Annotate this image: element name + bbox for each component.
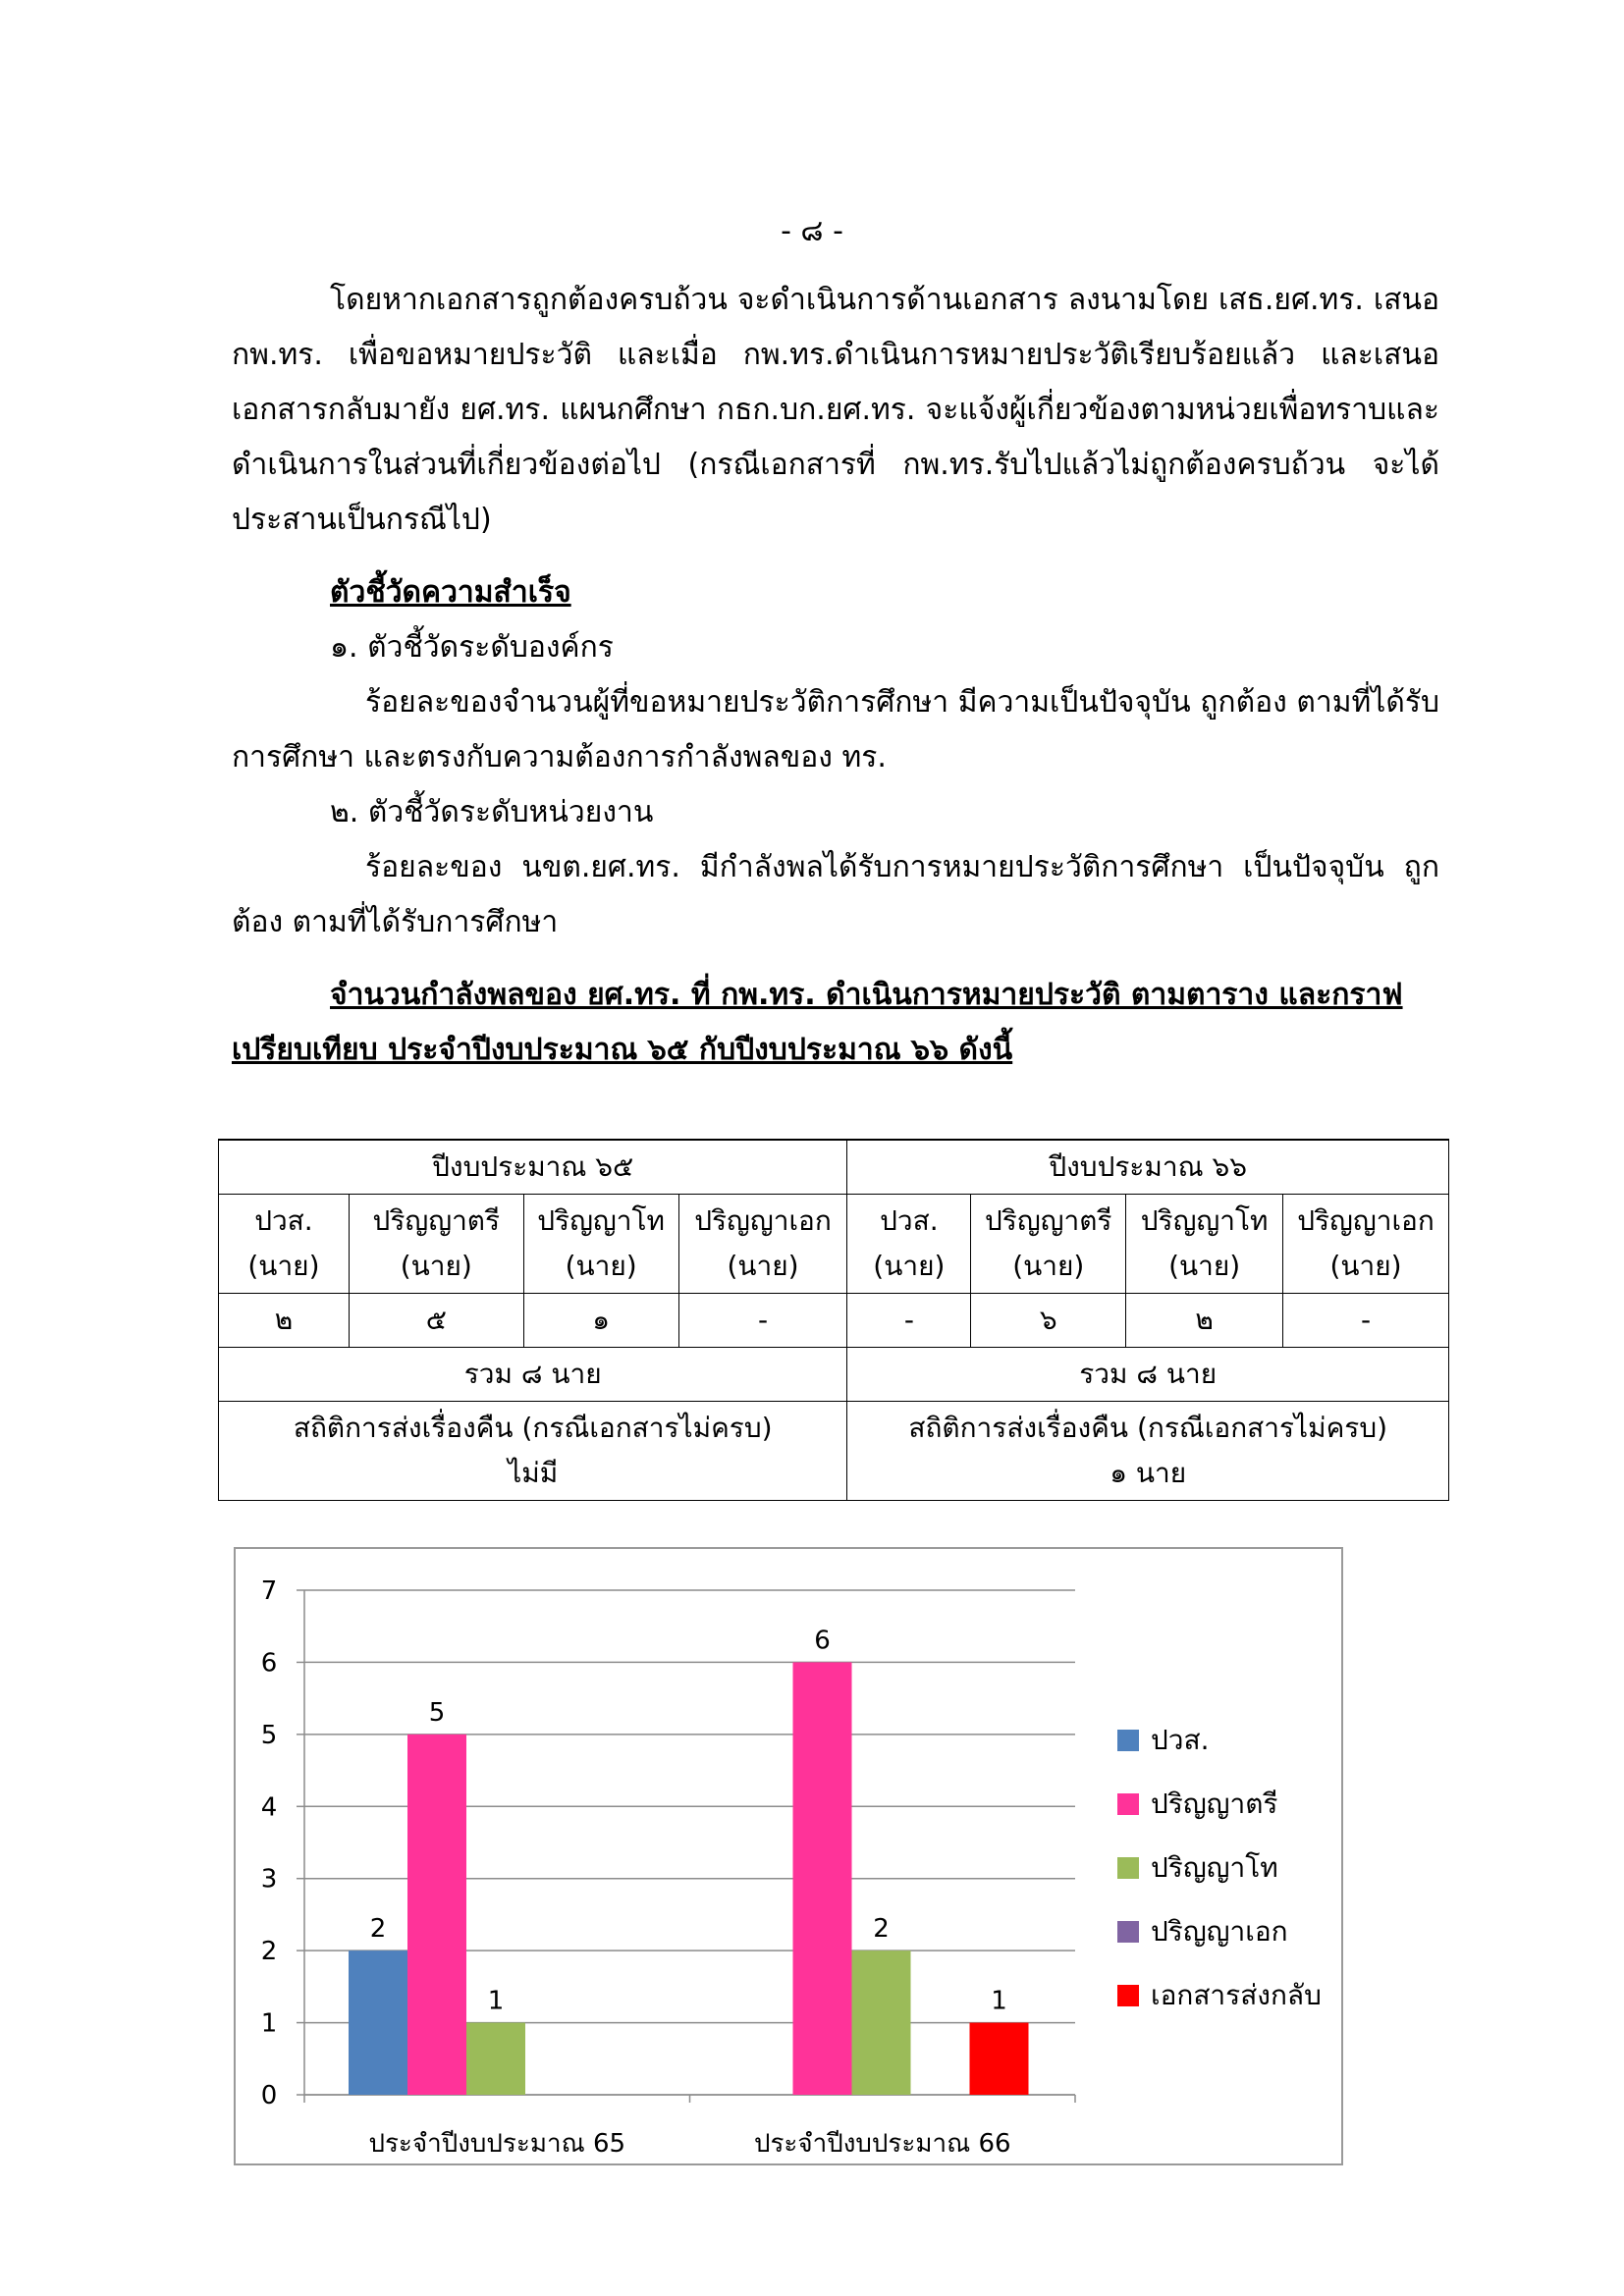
legend-swatch — [1117, 1730, 1139, 1751]
fy65-header: ปีงบประมาณ ๖๕ — [219, 1140, 847, 1195]
count-row — [219, 1294, 1449, 1348]
kpi-2-text: ร้อยละของ นขต.ยศ.ทร. มีกำลังพลได้รับการหมายประวัติการศึกษา เป็นปัจจุบัน ถูกต้อง ตามที่ได้รับการศึกษา — [232, 850, 1439, 939]
legend-item — [1117, 1963, 1322, 2027]
x-category-label: ประจำปีงบประมาณ 65 — [368, 2129, 626, 2159]
table-cell: ๖ — [971, 1294, 1126, 1348]
degree-header-row — [219, 1195, 1449, 1294]
column-header: ปริญญาเอก (นาย) — [678, 1195, 847, 1294]
y-tick-label: 6 — [260, 1648, 278, 1679]
kpi-1-text: ร้อยละของจำนวนผู้ที่ขอหมายประวัติการศึกษา มีความเป็นปัจจุบัน ถูกต้อง ตามที่ได้รับการศึกษา และตรงกับความต้องการกำลังพลของ ทร. — [232, 685, 1439, 774]
table-cell: ๑ — [523, 1294, 678, 1348]
legend-swatch — [1117, 1985, 1139, 2006]
fiscal-year-header-row — [219, 1140, 1449, 1195]
kpi-1-title: ๑. ตัวชี้วัดระดับองค์กร — [330, 630, 614, 665]
column-header: ปริญญาเอก (นาย) — [1283, 1195, 1449, 1294]
y-tick-label: 1 — [260, 2008, 278, 2039]
column-header: ปริญญาโท (นาย) — [523, 1195, 678, 1294]
chart-legend — [1117, 1708, 1322, 2027]
page-number: - ๘ - — [781, 214, 843, 248]
column-header: ปวส. (นาย) — [219, 1195, 350, 1294]
data-label: 6 — [814, 1626, 831, 1656]
table-cell: - — [847, 1294, 971, 1348]
return-stat-row — [219, 1402, 1449, 1501]
bar — [852, 1950, 911, 2095]
legend-swatch — [1117, 1793, 1139, 1815]
statistics-table — [218, 1139, 1449, 1501]
summary-heading: จำนวนกำลังพลของ ยศ.ทร. ที่ กพ.ทร. ดำเนินการหมายประวัติ ตามตาราง และกราฟเปรียบเทียบ ประจำปีงบประมาณ ๖๕ กับปีงบประมาณ ๖๖ ดังนี้ — [232, 978, 1403, 1067]
data-label: 2 — [873, 1914, 890, 1945]
paragraph-procedure: โดยหากเอกสารถูกต้องครบถ้วน จะดำเนินการด้านเอกสาร ลงนามโดย เสธ.ยศ.ทร. เสนอ กพ.ทร. เพื่อขอหมายประวัติ และเมื่อ กพ.ทร.ดำเนินการหมายประวัติเรียบร้อยแล้ว และเสนอเอกสารกลับมายัง ยศ.ทร. แผนกศึกษา กธก.บก.ยศ.ทร. จะแจ้งผู้เกี่ยวข้องตามหน่วยเพื่อทราบและดำเนินการในส่วนที่เกี่ยวข้องต่อไป (กรณีเอกสารที่ กพ.ทร.รับไปแล้วไม่ถูกต้องครบถ้วน จะได้ประสานเป็นกรณีไป) — [232, 283, 1439, 537]
legend-label: ปริญญาเอก — [1151, 1914, 1288, 1948]
column-header: ปริญญาตรี (นาย) — [349, 1195, 523, 1294]
column-header: ปริญญาตรี (นาย) — [971, 1195, 1126, 1294]
y-tick-label: 2 — [260, 1937, 278, 1967]
legend-item — [1117, 1708, 1322, 1772]
data-label: 5 — [428, 1697, 446, 1728]
legend-item — [1117, 1772, 1322, 1836]
bar — [970, 2023, 1029, 2095]
table-cell: - — [678, 1294, 847, 1348]
table-cell: - — [1283, 1294, 1449, 1348]
legend-item — [1117, 1836, 1322, 1899]
legend-label: ปริญญาโท — [1151, 1850, 1278, 1884]
table-cell: ๒ — [219, 1294, 350, 1348]
kpi-heading: ตัวชี้วัดความสำเร็จ — [330, 575, 571, 610]
table-cell: ๕ — [349, 1294, 523, 1348]
kpi-2-title: ๒. ตัวชี้วัดระดับหน่วยงาน — [330, 795, 654, 829]
comparison-bar-chart — [234, 1547, 1343, 2165]
fy66-return-stat: สถิติการส่งเรื่องคืน (กรณีเอกสารไม่ครบ) ๑ นาย — [847, 1402, 1449, 1501]
bar — [407, 1735, 466, 2095]
legend-label: ปริญญาตรี — [1151, 1787, 1278, 1820]
data-label: 1 — [487, 1986, 505, 2016]
legend-item — [1117, 1899, 1322, 1963]
data-label: 1 — [991, 1986, 1007, 2016]
document-body — [232, 273, 1439, 1078]
column-header: ปริญญาโท (นาย) — [1126, 1195, 1283, 1294]
y-tick-label: 0 — [260, 2081, 278, 2110]
fy65-total: รวม ๘ นาย — [219, 1348, 847, 1402]
y-tick-label: 5 — [260, 1720, 278, 1750]
y-tick-label: 7 — [260, 1576, 278, 1606]
column-header: ปวส. (นาย) — [847, 1195, 971, 1294]
y-tick-label: 3 — [260, 1864, 278, 1895]
bar — [349, 1950, 407, 2095]
fy66-header: ปีงบประมาณ ๖๖ — [847, 1140, 1449, 1195]
data-label: 2 — [369, 1914, 387, 1945]
bar — [793, 1662, 852, 2095]
bar — [466, 2023, 525, 2095]
y-tick-label: 4 — [260, 1792, 278, 1823]
legend-swatch — [1117, 1921, 1139, 1943]
legend-swatch — [1117, 1857, 1139, 1879]
legend-label: เอกสารส่งกลับ — [1151, 1978, 1322, 2011]
legend-label: ปวส. — [1151, 1723, 1210, 1756]
fy66-total: รวม ๘ นาย — [847, 1348, 1449, 1402]
fy65-return-stat: สถิติการส่งเรื่องคืน (กรณีเอกสารไม่ครบ) ไม่มี — [219, 1402, 847, 1501]
total-row — [219, 1348, 1449, 1402]
table-cell: ๒ — [1126, 1294, 1283, 1348]
x-category-label: ประจำปีงบประมาณ 66 — [753, 2129, 1011, 2159]
